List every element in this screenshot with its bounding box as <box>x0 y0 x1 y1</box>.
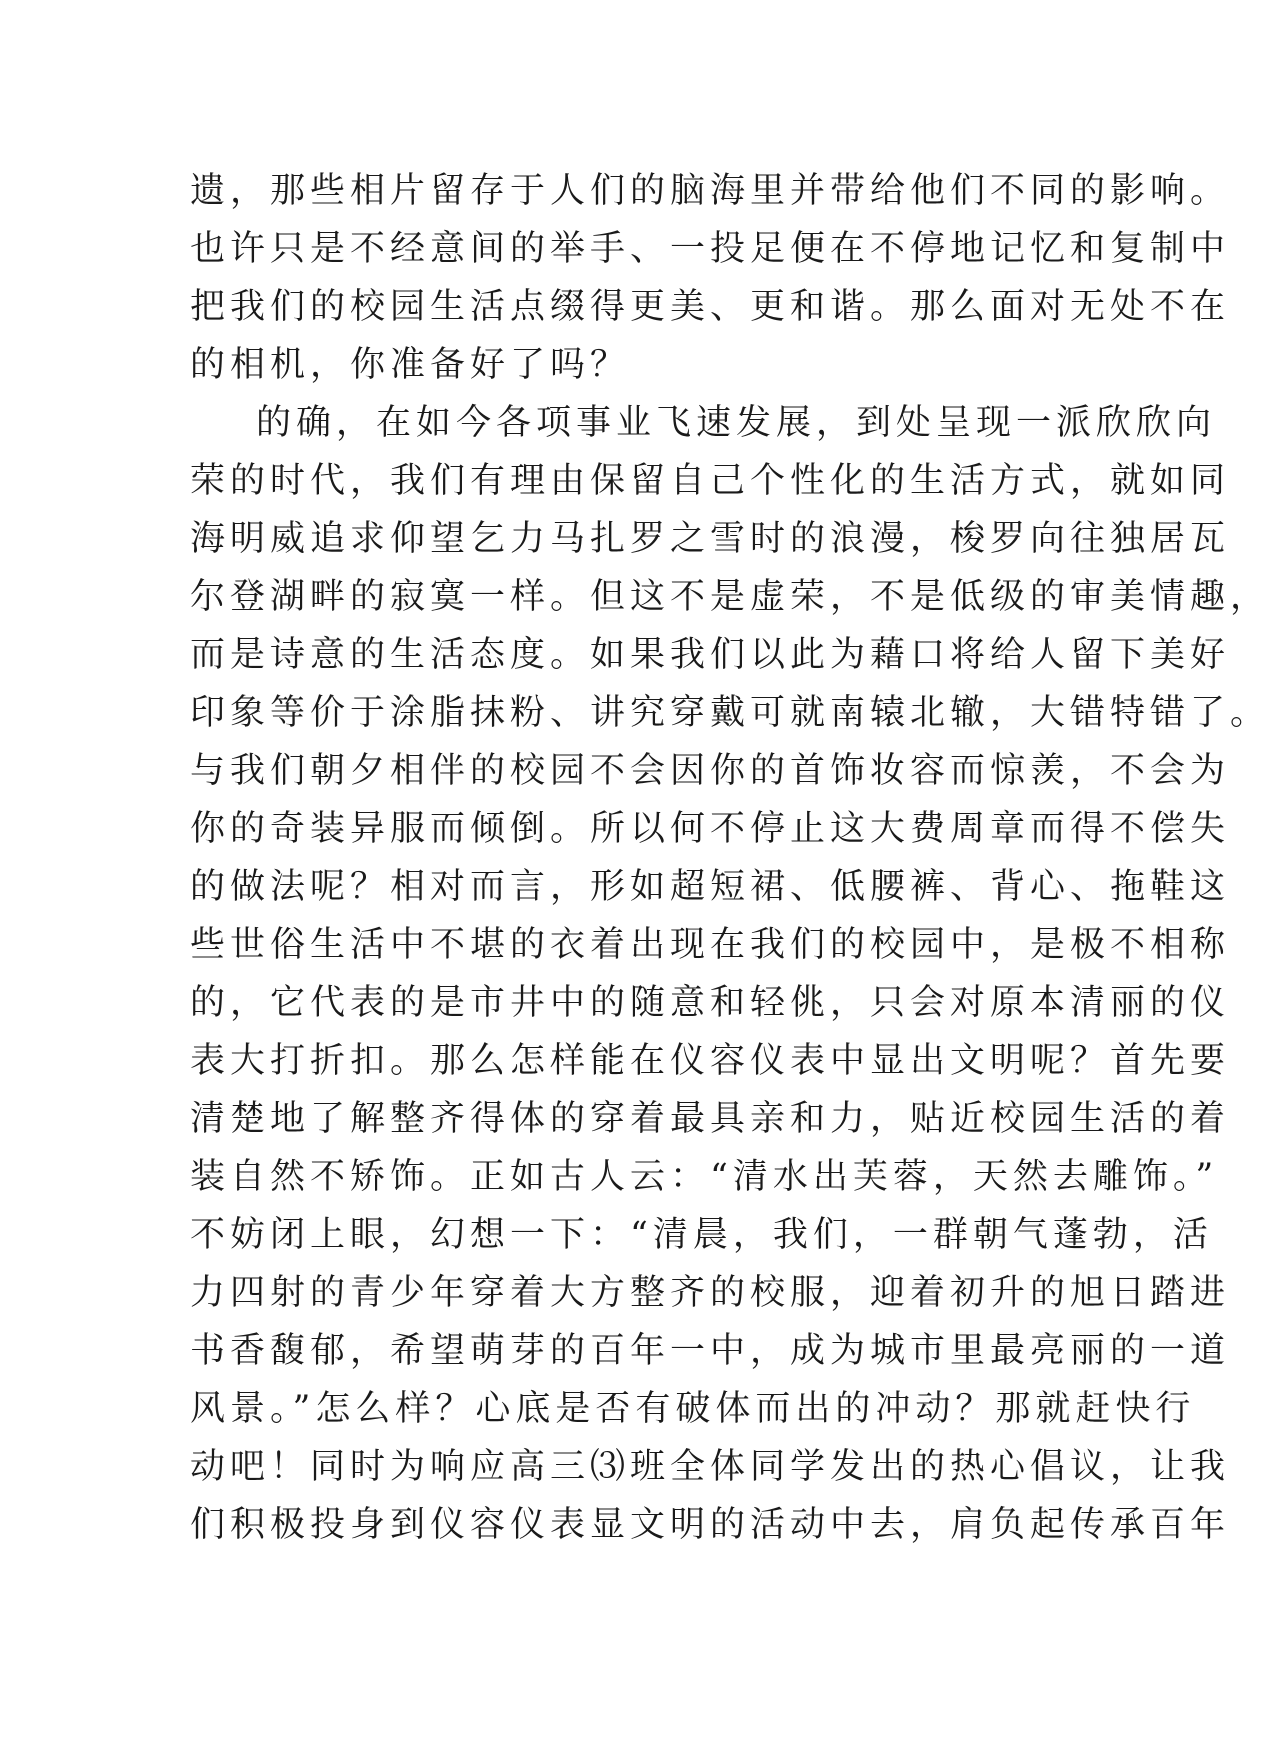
text-line: 动吧！同时为响应高三⑶班全体同学发出的热心倡议，让我 <box>190 1447 1231 1487</box>
text-line: 的做法呢？相对而言，形如超短裙、低腰裤、背心、拖鞋这 <box>190 867 1231 907</box>
text-line: 印象等价于涂脂抹粉、讲究穿戴可就南辕北辙，大错特错了。 <box>190 693 1270 733</box>
text-line: 们积极投身到仪容仪表显文明的活动中去，肩负起传承百年 <box>190 1505 1231 1545</box>
text-line: 的，它代表的是市井中的随意和轻佻，只会对原本清丽的仪 <box>190 983 1231 1023</box>
text-line: 的相机，你准备好了吗？ <box>190 345 631 385</box>
text-line: 与我们朝夕相伴的校园不会因你的首饰妆容而惊羡，不会为 <box>190 751 1231 791</box>
text-line: 风景。”怎么样？心底是否有破体而出的冲动？那就赶快行 <box>190 1389 1196 1429</box>
text-line: 不妨闭上眼，幻想一下：“清晨，我们，一群朝气蓬勃，活 <box>190 1215 1213 1255</box>
text-line: 海明威追求仰望乞力马扎罗之雪时的浪漫，梭罗向往独居瓦 <box>190 519 1231 559</box>
text-line: 而是诗意的生活态度。如果我们以此为藉口将给人留下美好 <box>190 635 1231 675</box>
text-line: 也许只是不经意间的举手、一投足便在不停地记忆和复制中 <box>190 229 1231 269</box>
document-body <box>190 162 1270 1554</box>
text-line: 你的奇装异服而倾倒。所以何不停止这大费周章而得不偿失 <box>190 809 1231 849</box>
text-line: 荣的时代，我们有理由保留自己个性化的生活方式，就如同 <box>190 461 1231 501</box>
text-line: 些世俗生活中不堪的衣着出现在我们的校园中，是极不相称 <box>190 925 1231 965</box>
text-line: 尔登湖畔的寂寞一样。但这不是虚荣，不是低级的审美情趣， <box>190 577 1270 617</box>
text-line: 遗，那些相片留存于人们的脑海里并带给他们不同的影响。 <box>190 171 1231 211</box>
text-line: 把我们的校园生活点缀得更美、更和谐。那么面对无处不在 <box>190 287 1231 327</box>
text-line: 清楚地了解整齐得体的穿着最具亲和力，贴近校园生活的着 <box>190 1099 1231 1139</box>
text-line: 表大打折扣。那么怎样能在仪容仪表中显出文明呢？首先要 <box>190 1041 1231 1081</box>
text-line: 书香馥郁，希望萌芽的百年一中，成为城市里最亮丽的一道 <box>190 1331 1231 1371</box>
text-line: 力四射的青少年穿着大方整齐的校服，迎着初升的旭日踏进 <box>190 1273 1231 1313</box>
paragraph-first-line: 的确，在如今各项事业飞速发展，到处呈现一派欣欣向 <box>256 403 1217 443</box>
text-line: 装自然不矫饰。正如古人云：“清水出芙蓉，天然去雕饰。” <box>190 1157 1219 1197</box>
